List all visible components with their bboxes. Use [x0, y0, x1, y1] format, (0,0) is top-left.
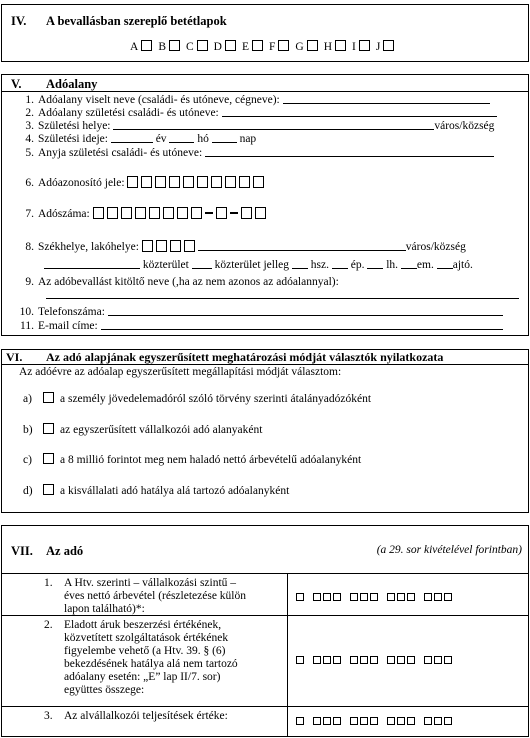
field-row-9: 9. Az adóbevallást kitöltő neve (,ha az nem azonos az adóalannyal):: [25, 276, 339, 288]
input-viselt-nev[interactable]: [283, 93, 490, 104]
attachment-d[interactable]: [214, 41, 236, 53]
digit-box[interactable]: [149, 207, 160, 219]
tax-row-label-line: együttes összege:: [64, 684, 145, 696]
amount-digit-box[interactable]: [313, 656, 321, 664]
digit-group: [296, 592, 306, 604]
digit-box[interactable]: [169, 176, 180, 188]
input-kozterulet-jelleg[interactable]: [192, 258, 212, 269]
attachment-checkbox[interactable]: [307, 40, 318, 51]
input-em[interactable]: [401, 258, 417, 269]
field-row-10: 10. Telefonszáma:: [0, 305, 503, 318]
label-nap: nap: [239, 133, 257, 145]
section-vi-intro: Az adóévre az adóalap egyszerűsített megállapítási módját választom:: [19, 366, 342, 378]
field-row-2: 2. Adóalany születési családi- és utóneve:: [0, 106, 497, 119]
digit-group: [424, 716, 454, 728]
digit-box[interactable]: [107, 207, 118, 219]
digit-group: [387, 655, 417, 667]
amount-digit-box[interactable]: [397, 656, 405, 664]
label-szuletesi-ido: Születési ideje:: [38, 133, 108, 145]
amount-digit-box[interactable]: [333, 593, 341, 601]
option-c-text: a 8 millió forintot meg nem haladó nettó árbevételű adóalanyként: [60, 454, 362, 466]
digit-box[interactable]: [156, 240, 167, 252]
digit-group: [424, 592, 454, 604]
label-szuletesi-hely: Születési helye:: [38, 120, 111, 132]
attachment-checkbox[interactable]: [141, 40, 152, 51]
digit-group: [313, 655, 343, 667]
field-row-7: 7. Adószáma:: [0, 207, 269, 220]
digit-group: [296, 655, 306, 667]
input-hsz[interactable]: [292, 258, 308, 269]
section-v-number: V.: [11, 77, 22, 91]
label-szuletesi-nev: Adóalany születési családi- és utóneve:: [38, 107, 219, 119]
digit-box[interactable]: [93, 207, 104, 219]
tax-row-label-line: éves nettó árbevétel (részletezése külön: [64, 590, 246, 602]
option-b-checkbox[interactable]: [43, 423, 54, 434]
input-ajto[interactable]: [437, 258, 453, 269]
option-b-letter: b): [23, 424, 33, 436]
digit-box[interactable]: [253, 176, 264, 188]
attachment-i[interactable]: [352, 41, 370, 53]
option-a[interactable]: [23, 392, 371, 405]
amount-digit-box[interactable]: [424, 656, 432, 664]
tax-row-number: 1.: [44, 577, 53, 589]
amount-boxes[interactable]: [296, 716, 461, 728]
tax-row-label: [64, 577, 246, 616]
attachment-checkbox[interactable]: [278, 40, 289, 51]
amount-digit-box[interactable]: [434, 656, 442, 664]
amount-digit-box[interactable]: [296, 717, 304, 725]
label-varos-kozseg: város/község: [434, 120, 495, 132]
table-divider-vertical: [287, 573, 288, 737]
option-c[interactable]: [23, 453, 361, 466]
label-adoazonosito: Adóazonosító jele:: [38, 177, 125, 189]
label-ajto: ajtó.: [452, 259, 473, 271]
attachment-checkbox[interactable]: [169, 40, 180, 51]
label-kozterulet: közterület: [142, 259, 189, 271]
digit-box[interactable]: [121, 207, 132, 219]
amount-digit-box[interactable]: [387, 717, 395, 725]
tax-row-label-line: Az alvállalkozói teljesítések értéke:: [64, 710, 228, 722]
field-row-1: 1. Adóalany viselt neve (családi- és utóneve, cégneve):: [0, 93, 490, 106]
amount-boxes[interactable]: [296, 592, 461, 604]
label-szekhely: Székhelye, lakóhelye:: [38, 241, 139, 253]
amount-digit-box[interactable]: [360, 717, 368, 725]
iranyitoszam-boxes[interactable]: [142, 241, 198, 253]
digit-box[interactable]: [184, 240, 195, 252]
amount-digit-box[interactable]: [407, 593, 415, 601]
option-b[interactable]: [23, 423, 262, 436]
digit-box[interactable]: [141, 176, 152, 188]
option-c-letter: c): [23, 454, 32, 466]
amount-digit-box[interactable]: [370, 593, 378, 601]
field-row-8-address: [44, 258, 473, 271]
field-row-3: 3. Születési helye: város/község: [25, 120, 495, 132]
section-iv-number: IV.: [11, 14, 27, 28]
digit-box[interactable]: [177, 207, 188, 219]
amount-digit-box[interactable]: [370, 717, 378, 725]
tax-row-label-line: közvetített szolgáltatások értékének: [64, 632, 229, 644]
input-lh[interactable]: [367, 258, 383, 269]
tax-row-label-line: lapon található)*:: [64, 603, 145, 615]
digit-group: [296, 716, 306, 728]
label-ep: ép.: [350, 259, 365, 271]
amount-digit-box[interactable]: [434, 717, 442, 725]
digit-group: [350, 716, 380, 728]
option-d-letter: d): [23, 485, 33, 497]
label-kozterulet-jelleg: közterület jelleg: [214, 259, 290, 271]
digit-box[interactable]: [135, 207, 146, 219]
attachment-letter: D: [213, 41, 222, 53]
digit-box[interactable]: [163, 207, 174, 219]
amount-digit-box[interactable]: [434, 593, 442, 601]
amount-digit-box[interactable]: [313, 717, 321, 725]
option-d-checkbox[interactable]: [43, 484, 54, 495]
amount-digit-box[interactable]: [313, 593, 321, 601]
digit-group: [313, 592, 343, 604]
label-lh: lh.: [386, 259, 399, 271]
attachment-checkbox[interactable]: [197, 40, 208, 51]
digit-box[interactable]: [142, 240, 153, 252]
section-vii-number: VII.: [11, 544, 33, 558]
amount-digit-box[interactable]: [296, 593, 304, 601]
digit-group: [387, 716, 417, 728]
amount-digit-box[interactable]: [360, 593, 368, 601]
amount-digit-box[interactable]: [370, 656, 378, 664]
attachment-letter: E: [241, 41, 249, 53]
input-varos[interactable]: [198, 240, 406, 251]
attachment-c[interactable]: [186, 41, 208, 53]
digit-box[interactable]: [216, 207, 227, 219]
attachment-checkbox-row: [130, 40, 400, 53]
attachment-letter: G: [295, 41, 304, 53]
attachment-checkbox[interactable]: [383, 40, 394, 51]
digit-box[interactable]: [127, 176, 138, 188]
amount-digit-box[interactable]: [360, 656, 368, 664]
digit-box[interactable]: [183, 176, 194, 188]
digit-box[interactable]: [211, 176, 222, 188]
amount-digit-box[interactable]: [323, 593, 331, 601]
digit-box[interactable]: [197, 176, 208, 188]
label-adoszam: Adószáma:: [38, 208, 90, 220]
amount-digit-box[interactable]: [333, 717, 341, 725]
digit-group: [387, 592, 417, 604]
attachment-checkbox[interactable]: [359, 40, 370, 51]
amount-digit-box[interactable]: [387, 593, 395, 601]
attachment-f[interactable]: [269, 41, 289, 53]
attachment-a[interactable]: [130, 41, 152, 53]
amount-digit-box[interactable]: [444, 717, 452, 725]
section-vii-header-line: [1, 573, 529, 574]
label-varos-kozseg-2: város/község: [405, 241, 466, 253]
separator-dash: [205, 212, 213, 214]
tax-row-number: 2.: [44, 619, 53, 631]
input-email[interactable]: [101, 319, 503, 330]
attachment-checkbox[interactable]: [252, 40, 263, 51]
adoazonosito-boxes[interactable]: [127, 177, 267, 189]
amount-digit-box[interactable]: [387, 656, 395, 664]
option-b-text: az egyszerűsített vállalkozói adó alanyaként: [60, 424, 263, 436]
option-a-text: a személy jövedelemadóról szóló törvény szerinti átalányadózóként: [60, 393, 372, 405]
section-vii-title: Az adó: [46, 544, 84, 558]
label-email: E-mail címe:: [38, 320, 98, 332]
option-c-checkbox[interactable]: [43, 453, 54, 464]
amount-digit-box[interactable]: [424, 593, 432, 601]
attachment-checkbox[interactable]: [335, 40, 346, 51]
input-telefonszam[interactable]: [108, 305, 503, 316]
amount-digit-box[interactable]: [323, 656, 331, 664]
field-row-4: 4. Születési ideje: év hó nap: [25, 133, 257, 145]
section-vii-note: (a 29. sor kivételével forintban): [376, 544, 522, 556]
amount-digit-box[interactable]: [397, 717, 405, 725]
input-szuletesi-nev[interactable]: [222, 106, 497, 117]
digit-box[interactable]: [155, 176, 166, 188]
field-row-11: 11. E-mail címe:: [0, 319, 503, 332]
amount-digit-box[interactable]: [350, 593, 358, 601]
attachment-letter: J: [375, 41, 381, 53]
label-ev: év: [155, 133, 167, 145]
amount-digit-box[interactable]: [296, 656, 304, 664]
input-ho[interactable]: [169, 132, 194, 143]
attachment-letter: F: [269, 41, 276, 53]
tax-row-label: [64, 619, 238, 697]
digit-group: [313, 716, 343, 728]
separator-dash: [230, 212, 238, 214]
label-ho: hó: [197, 133, 209, 145]
option-a-letter: a): [23, 393, 32, 405]
label-viselt-nev: Adóalany viselt neve (családi- és utóneve, cégneve):: [38, 94, 280, 106]
section-v-title: Adóalany: [46, 77, 98, 91]
attachment-letter: A: [130, 41, 139, 53]
input-anyja-neve[interactable]: [205, 146, 494, 157]
label-telefonszam: Telefonszáma:: [38, 306, 105, 318]
amount-digit-box[interactable]: [350, 656, 358, 664]
attachment-h[interactable]: [324, 41, 346, 53]
digit-box[interactable]: [170, 240, 181, 252]
digit-box[interactable]: [191, 207, 202, 219]
section-iv: [1, 4, 529, 62]
attachment-letter: C: [185, 41, 194, 53]
amount-boxes[interactable]: [296, 655, 461, 667]
tax-row-label-line: figyelembe vehető (a Htv. 39. § (6): [64, 645, 226, 657]
section-vi-title: Az adó alapjának egyszerűsített meghatározási módját választók nyilatkozata: [46, 350, 444, 364]
attachment-letter: I: [352, 41, 356, 53]
amount-digit-box[interactable]: [397, 593, 405, 601]
digit-box[interactable]: [255, 207, 266, 219]
input-kitolto-neve[interactable]: [46, 298, 519, 299]
option-d-text: a kisvállalati adó hatálya alá tartozó adóalanyként: [60, 485, 290, 497]
tax-row-label-line: Eladott áruk beszerzési értékének,: [64, 619, 222, 631]
section-iv-title: A bevallásban szereplő betétlapok: [46, 14, 227, 28]
tax-row-label: [64, 710, 228, 723]
label-em: em.: [416, 259, 434, 271]
digit-group: [350, 655, 380, 667]
tax-row-number: 3.: [44, 710, 53, 722]
tax-row-label-line: adóalany esetén: „E” lap II/7. sor): [64, 671, 221, 683]
amount-digit-box[interactable]: [333, 656, 341, 664]
tax-row-label-line: A Htv. szerinti – vállalkozási szintű –: [64, 577, 237, 589]
digit-box[interactable]: [241, 207, 252, 219]
amount-digit-box[interactable]: [444, 593, 452, 601]
amount-digit-box[interactable]: [350, 717, 358, 725]
section-vi-number: VI.: [6, 350, 23, 364]
label-kitolto-neve: Az adóbevallást kitöltő neve (,ha az nem azonos az adóalannyal):: [38, 276, 339, 288]
input-kozterulet[interactable]: [44, 258, 140, 269]
digit-group: [424, 655, 454, 667]
attachment-g[interactable]: [295, 41, 317, 53]
digit-group: [350, 592, 380, 604]
attachment-letter: B: [158, 41, 166, 53]
attachment-letter: H: [323, 41, 333, 53]
label-anyja-neve: Anyja születési családi- és utóneve:: [38, 147, 203, 159]
digit-box[interactable]: [239, 176, 250, 188]
attachment-e[interactable]: [242, 41, 263, 53]
field-row-8: 8. Székhelye, lakóhelye: város/község: [25, 241, 466, 253]
table-divider-row-2: [1, 706, 529, 707]
input-szuletesi-hely[interactable]: [113, 119, 434, 130]
attachment-checkbox[interactable]: [225, 40, 236, 51]
attachment-b[interactable]: [158, 41, 180, 53]
digit-box[interactable]: [225, 176, 236, 188]
field-row-6: 6. Adóazonosító jele:: [0, 176, 267, 189]
amount-digit-box[interactable]: [444, 656, 452, 664]
input-ep[interactable]: [332, 258, 348, 269]
adoszam-boxes[interactable]: [93, 208, 269, 220]
option-d[interactable]: [23, 484, 289, 497]
field-row-5: 5. Anyja születési családi- és utóneve:: [0, 146, 494, 159]
input-ev[interactable]: [111, 132, 153, 143]
amount-digit-box[interactable]: [424, 717, 432, 725]
attachment-j[interactable]: [376, 41, 394, 53]
option-a-checkbox[interactable]: [43, 392, 54, 403]
amount-digit-box[interactable]: [407, 717, 415, 725]
label-hsz: hsz.: [310, 259, 329, 271]
input-nap[interactable]: [212, 132, 237, 143]
amount-digit-box[interactable]: [407, 656, 415, 664]
amount-digit-box[interactable]: [323, 717, 331, 725]
tax-row-label-line: bekezdésének hatálya alá nem tartozó: [64, 658, 238, 670]
